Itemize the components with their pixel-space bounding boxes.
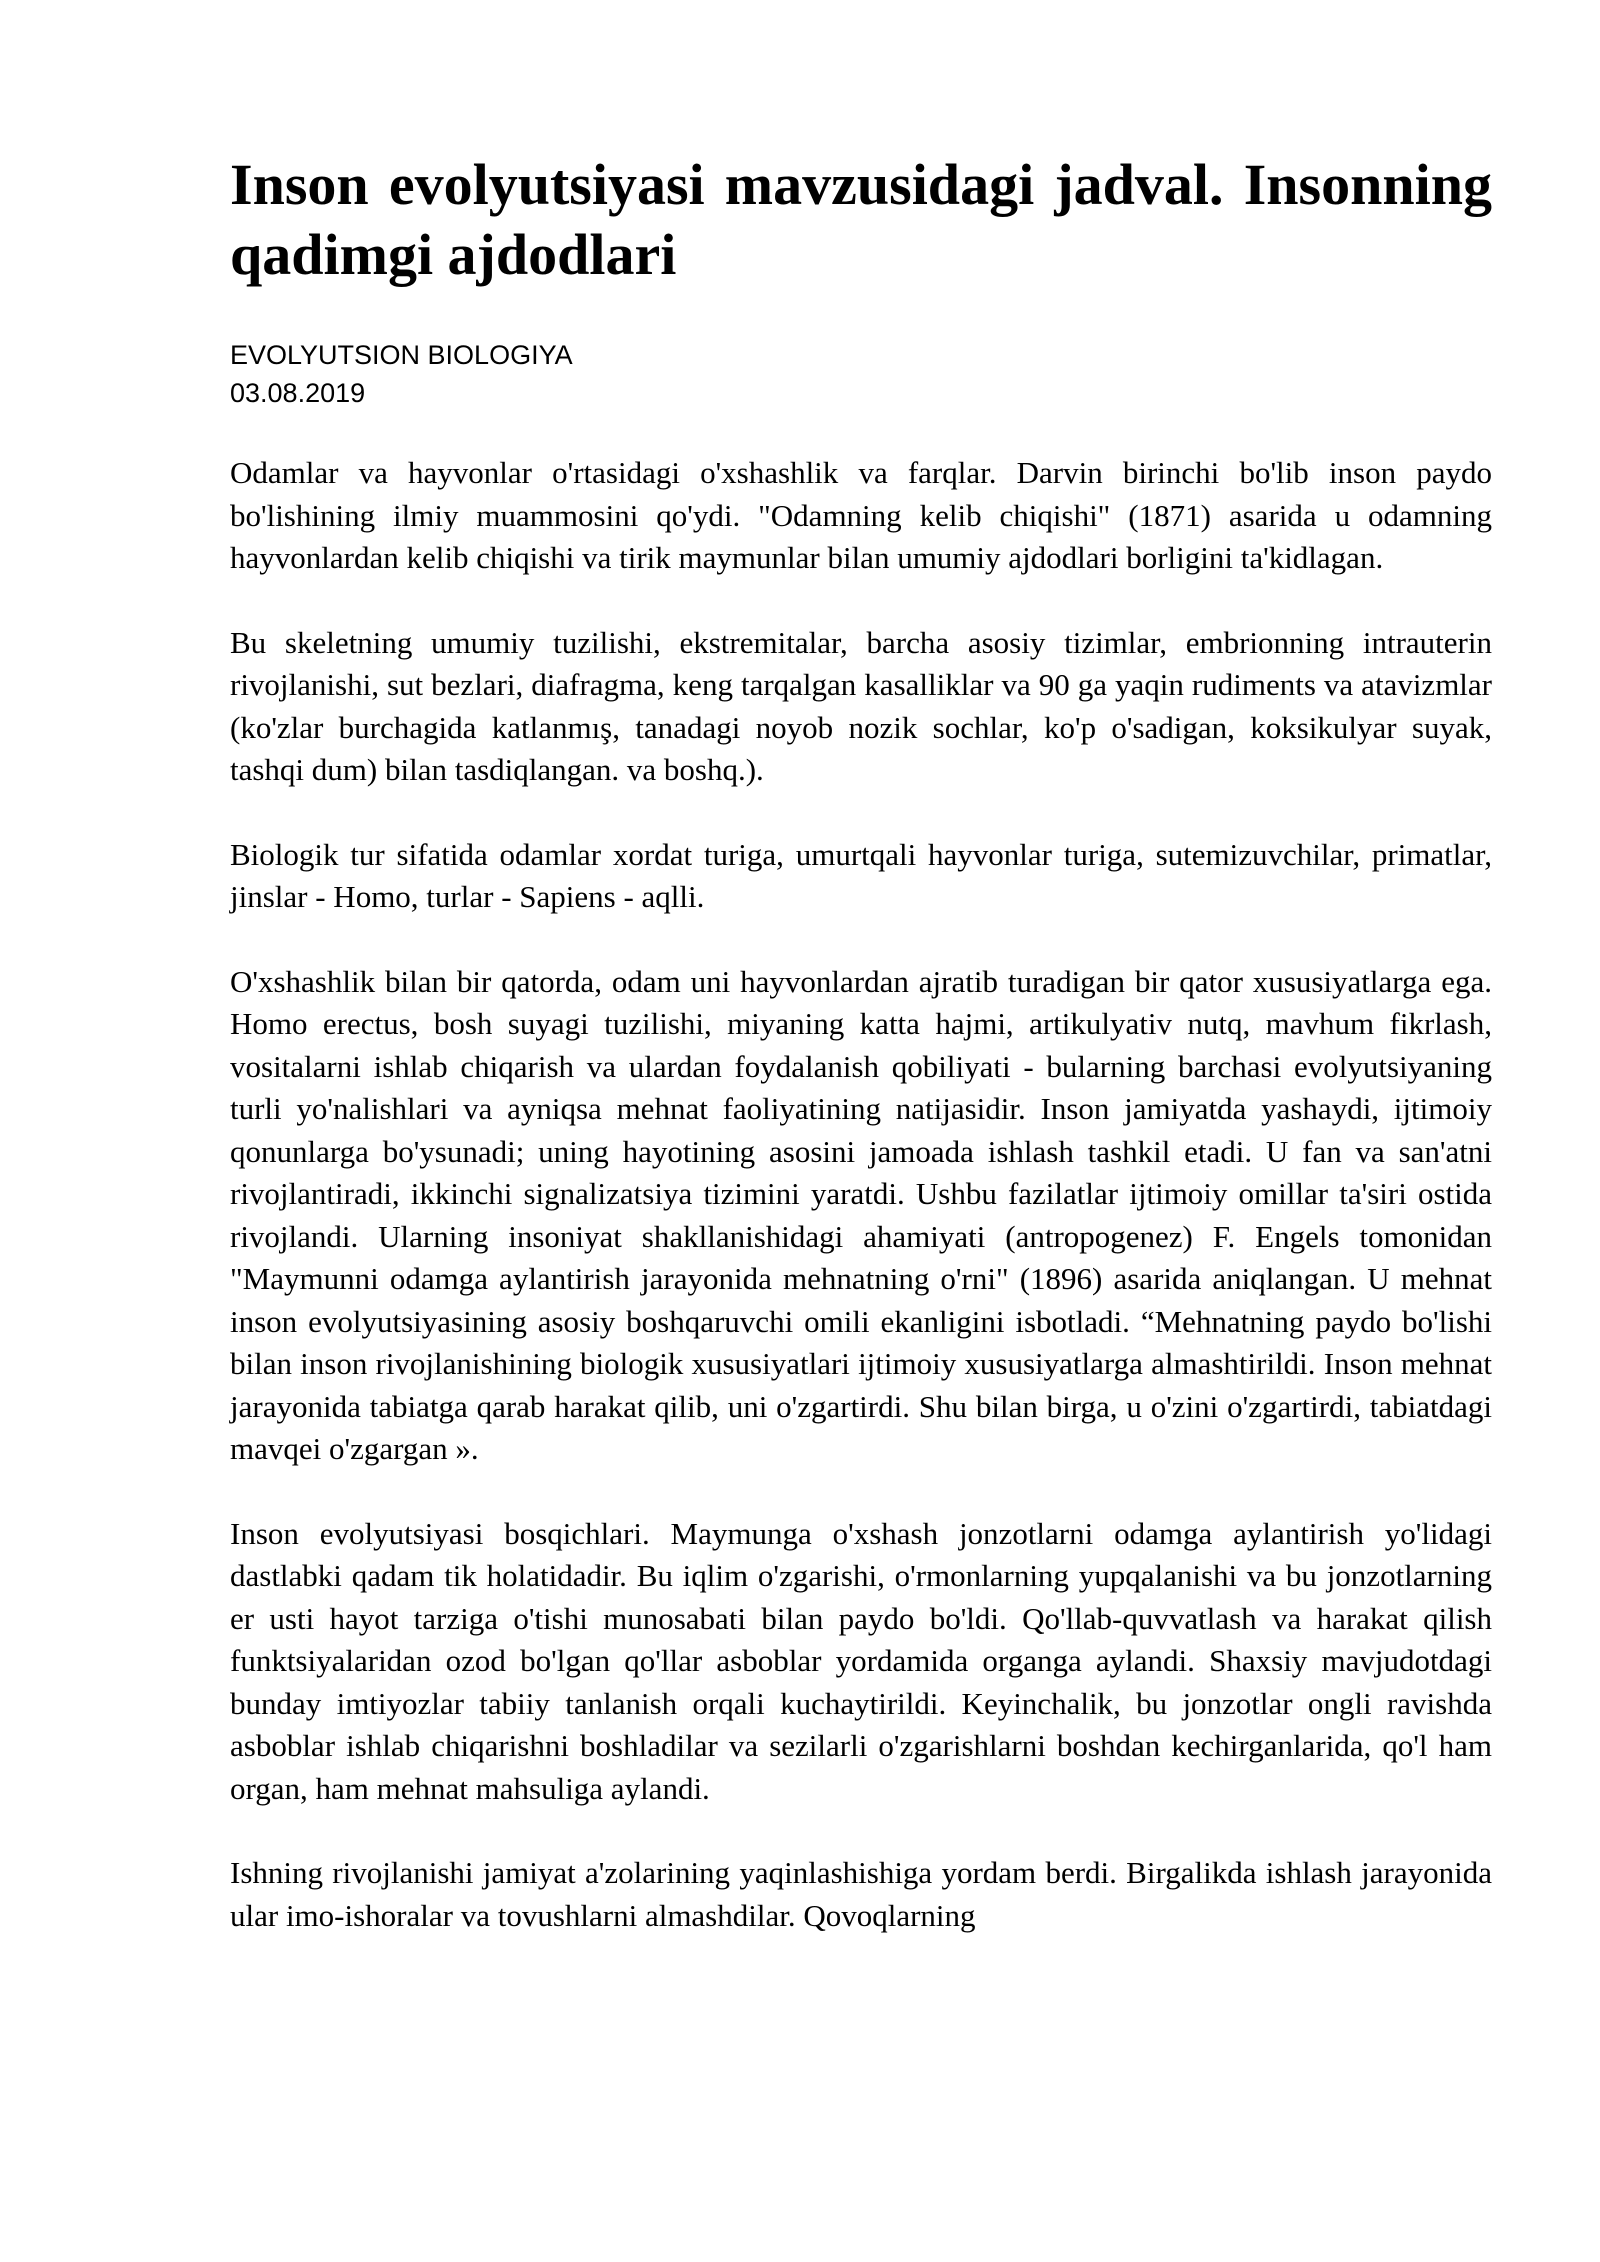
paragraph-5: Inson evolyutsiyasi bosqichlari. Maymunga o'xshash jonzotlarni odamga aylantirish yo'lidagi dastlabki qadam tik holatidadir. Bu iqlim o'zgarishi, o'rmonlarning yupqalanishi va bu jonzotlarning er usti hayot tarziga o'tishi munosabati bilan paydo bo'ldi. Qo'llab-quvvatlash va harakat qilish funktsiyalaridan ozod bo'lgan qo'llar asboblar yordamida organga aylandi. Shaxsiy mavjudotdagi bunday imtiyozlar tabiiy tanlanish orqali kuchaytirildi. Keyinchalik, bu jonzotlar ongli ravishda asboblar ishlab chiqarishni boshladilar va sezilarli o'zgarishlarni boshdan kechirganlarida, qo'l ham organ, ham mehnat mahsuliga aylandi.: [230, 1515, 1492, 1806]
paragraph-3: Biologik tur sifatida odamlar xordat turiga, umurtqali hayvonlar turiga, sutemizuvchilar, primatlar, jinslar - Homo, turlar - Sapiens - aqlli.: [230, 836, 1492, 914]
paragraph-2: Bu skeletning umumiy tuzilishi, ekstremitalar, barcha asosiy tizimlar, embrionning intrauterin rivojlanishi, sut bezlari, diafragma, keng tarqalgan kasalliklar va 90 ga yaqin rudiments va atavizmlar (ko'zlar burchagida katlanmış, tanadagi noyob nozik sochlar, ko'p o'sadigan, koksikulyar suyak, tashqi dum) bilan tasdiqlangan. va boshq.).: [230, 624, 1492, 787]
paragraph-1: Odamlar va hayvonlar o'rtasidagi o'xshashlik va farqlar. Darvin birinchi bo'lib inson paydo bo'lishining ilmiy muammosini qo'ydi. "Odamning kelib chiqishi" (1871) asarida u odamning hayvonlardan kelib chiqishi va tirik maymunlar bilan umumiy ajdodlari borligini ta'kidlagan.: [230, 455, 1492, 575]
article-meta: [230, 336, 1492, 412]
paragraph-4: O'xshashlik bilan bir qatorda, odam uni hayvonlardan ajratib turadigan bir qator xususiyatlarga ega. Homo erectus, bosh suyagi tuzilishi, miyaning katta hajmi, artikulyativ nutq, mavhum fikrlash, vositalarni ishlab chiqarish va ulardan foydalanish qobiliyati - bularning barchasi evolyutsiyaning turli yo'nalishlari va ayniqsa mehnat faoliyatining natijasidir. Inson jamiyatda yashaydi, ijtimoiy qonunlarga bo'ysunadi; uning hayotining asosini jamoada ishlash tashkil etadi. U fan va san'atni rivojlantiradi, ikkinchi signalizatsiya tizimini yaratdi. Ushbu fazilatlar ijtimoiy omillar ta'siri ostida rivojlandi. Ularning insoniyat shakllanishidagi ahamiyati (antropogenez) F. Engels tomonidan "Maymunni odamga aylantirish jarayonida mehnatning o'rni" (1896) asarida aniqlangan. U mehnat inson evolyutsiyasining asosiy boshqaruvchi omili ekanligini isbotladi. “Mehnatning paydo bo'lishi bilan inson rivojlanishining biologik xususiyatlari ijtimoiy xususiyatlarga almashtirildi. Inson mehnat jarayonida tabiatga qarab harakat qilib, uni o'zgartirdi. Shu bilan birga, u o'zini o'zgartirdi, tabiatdagi mavqei o'zgargan ».: [230, 963, 1492, 1466]
article-title: Inson evolyutsiyasi mavzusidagi jadval. Insonning qadimgi ajdodlari: [230, 152, 1492, 287]
paragraph-6: Ishning rivojlanishi jamiyat a'zolarining yaqinlashishiga yordam berdi. Birgalikda ishlash jarayonida ular imo-ishoralar va tovushlarni almashdilar. Qovoqlarning: [230, 1855, 1492, 1933]
article-body: [230, 452, 1492, 1937]
document-page: [230, 150, 1492, 1937]
article-date: 03.08.2019: [230, 378, 366, 408]
article-category: EVOLYUTSION BIOLOGIYA: [230, 340, 573, 370]
